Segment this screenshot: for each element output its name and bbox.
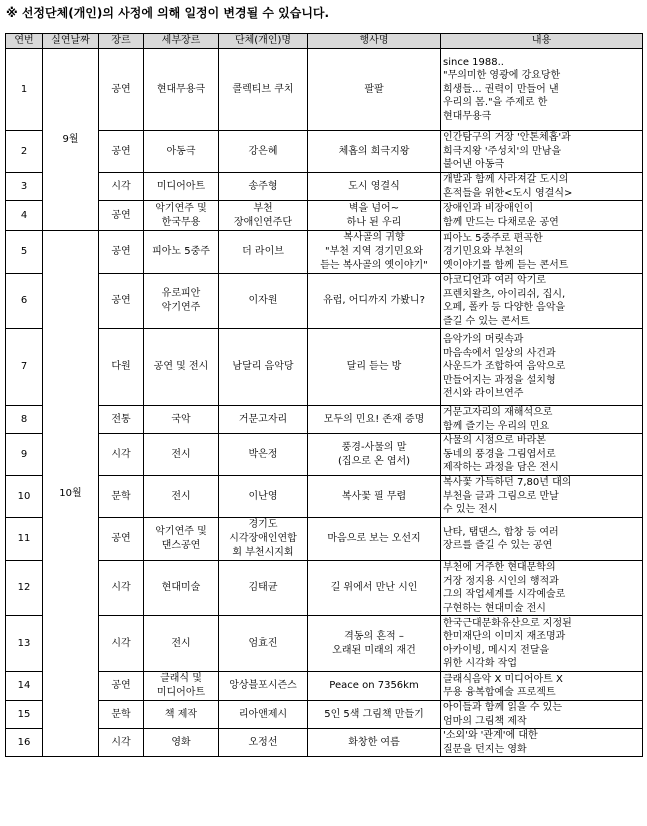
group-cell: 이난영	[219, 476, 308, 518]
event-cell: 달리 듣는 방	[308, 329, 441, 406]
header-row	[6, 34, 643, 49]
table-row	[6, 672, 643, 701]
schedule-table	[5, 33, 643, 757]
row-number: 7	[6, 329, 43, 406]
group-cell: 강은혜	[219, 131, 308, 173]
group-cell: 오정선	[219, 729, 308, 757]
row-number: 10	[6, 476, 43, 518]
group-cell: 거문고자리	[219, 406, 308, 434]
desc-cell: 거문고자리의 재해석으로 함께 즐기는 우리의 민요	[441, 406, 643, 434]
subgenre-cell: 전시	[144, 434, 219, 476]
group-cell: 콜렉티브 쿠치	[219, 49, 308, 131]
subgenre-cell: 악기연주 및 댄스공연	[144, 518, 219, 561]
header-desc: 내용	[441, 34, 643, 49]
event-cell: 화창한 여름	[308, 729, 441, 757]
table-body	[6, 49, 643, 757]
genre-cell: 다원	[99, 329, 144, 406]
genre-cell: 시각	[99, 561, 144, 616]
table-row	[6, 518, 643, 561]
table-row	[6, 201, 643, 231]
desc-cell: 장애인과 비장애인이 함께 만드는 다채로운 공연	[441, 201, 643, 231]
event-cell: 팔팔	[308, 49, 441, 131]
subgenre-cell: 미디어아트	[144, 173, 219, 201]
table-row	[6, 561, 643, 616]
desc-cell: 아이들과 함께 읽을 수 있는 엄마의 그림책 제작	[441, 701, 643, 729]
table-row	[6, 329, 643, 406]
header-subgenre: 세부장르	[144, 34, 219, 49]
row-number: 3	[6, 173, 43, 201]
header-genre: 장르	[99, 34, 144, 49]
event-cell: 격동의 흔적 – 오래된 미래의 재건	[308, 616, 441, 672]
subgenre-cell: 악기연주 및 한국무용	[144, 201, 219, 231]
subgenre-cell: 현대무용극	[144, 49, 219, 131]
table-row	[6, 701, 643, 729]
event-cell: 체홉의 희극지왕	[308, 131, 441, 173]
table-row	[6, 231, 643, 274]
desc-cell: 아코디언과 여러 악기로 프렌치왈츠, 아이리쉬, 집시, 오페, 폴카 등 다양한 음악을 즐길 수 있는 콘서트	[441, 274, 643, 329]
event-cell: 풍경-사물의 말 (집으로 온 엽서)	[308, 434, 441, 476]
group-cell: 부천 장애인연주단	[219, 201, 308, 231]
desc-cell: 복사꽃 가득하던 7,80년 대의 부천을 글과 그림으로 만날 수 있는 전시	[441, 476, 643, 518]
desc-cell: 피아노 5중주로 편곡한 경기민요와 부천의 옛이야기를 함께 듣는 콘서트	[441, 231, 643, 274]
group-cell: 더 라이브	[219, 231, 308, 274]
genre-cell: 문학	[99, 701, 144, 729]
genre-cell: 공연	[99, 672, 144, 701]
subgenre-cell: 아동극	[144, 131, 219, 173]
genre-cell: 공연	[99, 274, 144, 329]
table-row	[6, 729, 643, 757]
row-number: 1	[6, 49, 43, 131]
group-cell: 박은정	[219, 434, 308, 476]
group-cell: 남달리 음악당	[219, 329, 308, 406]
subgenre-cell: 영화	[144, 729, 219, 757]
subgenre-cell: 유로피안 악기연주	[144, 274, 219, 329]
header-group: 단체(개인)명	[219, 34, 308, 49]
table-row	[6, 131, 643, 173]
header-date: 실연날짜	[43, 34, 99, 49]
subgenre-cell: 공연 및 전시	[144, 329, 219, 406]
event-cell: 길 위에서 만난 시인	[308, 561, 441, 616]
genre-cell: 공연	[99, 49, 144, 131]
group-cell: 경기도 시각장애인연합 회 부천시지회	[219, 518, 308, 561]
event-cell: 복사꽃 필 무렵	[308, 476, 441, 518]
row-number: 2	[6, 131, 43, 173]
genre-cell: 전통	[99, 406, 144, 434]
genre-cell: 시각	[99, 729, 144, 757]
table-row	[6, 173, 643, 201]
notice-text: ※ 선정단체(개인)의 사정에 의해 일정이 변경될 수 있습니다.	[6, 6, 330, 20]
row-number: 16	[6, 729, 43, 757]
subgenre-cell: 전시	[144, 476, 219, 518]
subgenre-cell: 국악	[144, 406, 219, 434]
row-number: 14	[6, 672, 43, 701]
desc-cell: 클래식음악 X 미디어아트 X 무용 융복합예술 프로젝트	[441, 672, 643, 701]
desc-cell: '소외'와 '관계'에 대한 질문을 던지는 영화	[441, 729, 643, 757]
event-cell: 벽을 넘어~ 하나 된 우리	[308, 201, 441, 231]
genre-cell: 시각	[99, 434, 144, 476]
event-cell: 5인 5색 그림책 만들기	[308, 701, 441, 729]
table-row	[6, 434, 643, 476]
row-number: 11	[6, 518, 43, 561]
group-cell: 김태균	[219, 561, 308, 616]
group-cell: 리아앤제시	[219, 701, 308, 729]
table-row	[6, 274, 643, 329]
genre-cell: 시각	[99, 616, 144, 672]
desc-cell: 사물의 시점으로 바라본 동네의 풍경을 그림엽서로 제작하는 과정을 담은 전시	[441, 434, 643, 476]
header-event: 행사명	[308, 34, 441, 49]
row-number: 9	[6, 434, 43, 476]
table-row	[6, 406, 643, 434]
date-cell-sep: 9월	[43, 49, 99, 231]
desc-cell: since 1988.. "무의미한 영광에 강요당한 희생들... 권력이 만들어 낸 우리의 몸."을 주제로 한 현대무용극	[441, 49, 643, 131]
table-row	[6, 49, 643, 131]
header-no: 연번	[6, 34, 43, 49]
row-number: 6	[6, 274, 43, 329]
subgenre-cell: 현대미술	[144, 561, 219, 616]
subgenre-cell: 책 제작	[144, 701, 219, 729]
group-cell: 이자원	[219, 274, 308, 329]
row-number: 5	[6, 231, 43, 274]
desc-cell: 난타, 탭댄스, 합창 등 여러 장르를 즐길 수 있는 공연	[441, 518, 643, 561]
desc-cell: 부천에 거주한 현대문학의 거장 정지용 시인의 행적과 그의 작업세계를 시각예술로 구현하는 현대미술 전시	[441, 561, 643, 616]
event-cell: 유럽, 어디까지 가봤니?	[308, 274, 441, 329]
group-cell: 엄효진	[219, 616, 308, 672]
genre-cell: 문학	[99, 476, 144, 518]
genre-cell: 공연	[99, 518, 144, 561]
subgenre-cell: 피아노 5중주	[144, 231, 219, 274]
event-cell: 마음으로 보는 오선지	[308, 518, 441, 561]
row-number: 8	[6, 406, 43, 434]
event-cell: 모두의 민요! 존재 증명	[308, 406, 441, 434]
event-cell: 도시 영결식	[308, 173, 441, 201]
genre-cell: 공연	[99, 201, 144, 231]
genre-cell: 공연	[99, 231, 144, 274]
genre-cell: 시각	[99, 173, 144, 201]
table-row	[6, 476, 643, 518]
event-cell: 복사골의 귀향 "부천 지역 경기민요와 듣는 복사골의 옛이야기"	[308, 231, 441, 274]
row-number: 4	[6, 201, 43, 231]
genre-cell: 공연	[99, 131, 144, 173]
desc-cell: 인간탐구의 거장 '안톤체홉'과 희극지왕 '주성치'의 만남을 불어낸 아동극	[441, 131, 643, 173]
group-cell: 앙상블포시즌스	[219, 672, 308, 701]
row-number: 13	[6, 616, 43, 672]
row-number: 15	[6, 701, 43, 729]
table-row	[6, 616, 643, 672]
subgenre-cell: 클래식 및 미디어아트	[144, 672, 219, 701]
event-cell: Peace on 7356km	[308, 672, 441, 701]
date-cell-oct: 10월	[43, 231, 99, 757]
desc-cell: 음악가의 머릿속과 마음속에서 일상의 사건과 사운드가 조합하여 음악으로 만들어지는 과정을 설치형 전시와 라이브연주	[441, 329, 643, 406]
desc-cell: 한국근대문화유산으로 지정된 한미재단의 이미지 재조명과 아카이빙, 메시지 전달을 위한 시각화 작업	[441, 616, 643, 672]
subgenre-cell: 전시	[144, 616, 219, 672]
row-number: 12	[6, 561, 43, 616]
desc-cell: 개발과 함께 사라져갈 도시의 흔적들을 위한<도시 영결식>	[441, 173, 643, 201]
group-cell: 송주형	[219, 173, 308, 201]
